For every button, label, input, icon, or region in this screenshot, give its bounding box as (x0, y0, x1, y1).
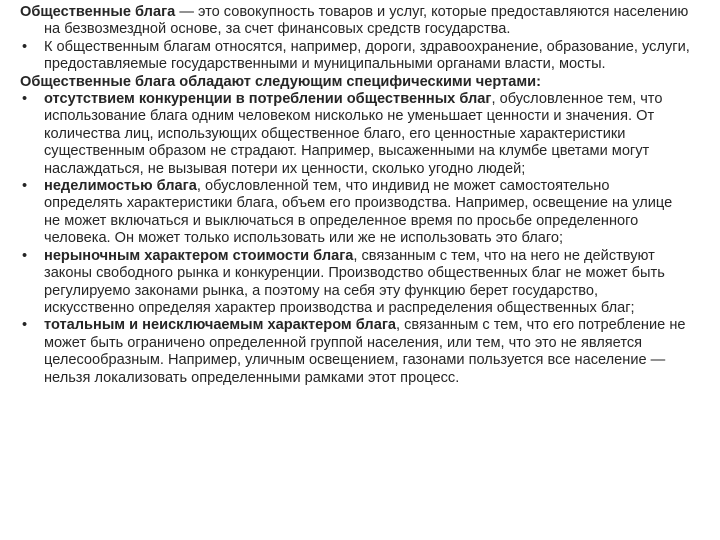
definition-term: Общественные блага (20, 4, 176, 20)
definition-paragraph (20, 4, 692, 39)
list-item-feature-4 (20, 317, 692, 387)
bullet-icon: • (22, 178, 28, 195)
bullet-icon: • (22, 91, 28, 108)
list-item-feature-1 (20, 91, 692, 178)
feature-text: , связанным с тем, что на него не действуют законы свободного рынка и конкуренции. Производство общественных благ не может быть регулируемо законами рынка, а поэтому на себя эту функцию берет государство, искусственно определяя характер производства и распределения общественных благ; (44, 247, 665, 316)
bullet-icon: • (22, 38, 28, 55)
feature-term: тотальным и неисключаемым характером блага (44, 317, 397, 334)
feature-term: нерыночным характером стоимости блага (44, 247, 354, 264)
feature-text: , связанным с тем, что его потребление не может быть ограничено определенной группой населения, или тем, что это не является целесообразным. Например, уличным освещением, газонами пользуется все население — нельзя локализовать определенными рамками этот процесс. (44, 317, 686, 386)
list-item-examples (20, 39, 692, 74)
list-item-feature-2 (20, 178, 692, 248)
feature-text: , обусловленное тем, что использование блага одним человеком нисколько не уменьшает ценности и значения. От количества лиц, использующих общественное благо, его ценностные характеристики существенным образом не страдают. Например, высаженными на клумбе цветами могут наслаждаться, не вызывая потери их ценности, сколько угодно людей; (44, 91, 663, 177)
feature-term: неделимостью блага (44, 178, 197, 195)
bullet-icon: • (22, 317, 28, 334)
list-item-feature-3 (20, 248, 692, 318)
features-heading: Общественные блага обладают следующим специфическими чертами: (20, 73, 541, 90)
feature-text: , обусловленной тем, что индивид не может самостоятельно определять характеристики блага, объем его производства. Например, освещение на улице не может включаться и выключаться в определенное время по просьбе определенного человека. Он может только использовать или же не использовать это благо; (44, 178, 673, 247)
list-item-text: К общественным благам относятся, например, дороги, здравоохранение, образование, услуги, предоставляемые государственными и муниципальными органами власти, мосты. (44, 38, 690, 73)
bullet-icon: • (22, 247, 28, 264)
definition-text: — это совокупность товаров и услуг, которые предоставляются населению на безвозмездной основе, за счет финансовых средств государства. (44, 4, 689, 38)
feature-term: отсутствием конкуренции в потреблении общественных благ (44, 91, 492, 108)
text-body (20, 4, 692, 387)
